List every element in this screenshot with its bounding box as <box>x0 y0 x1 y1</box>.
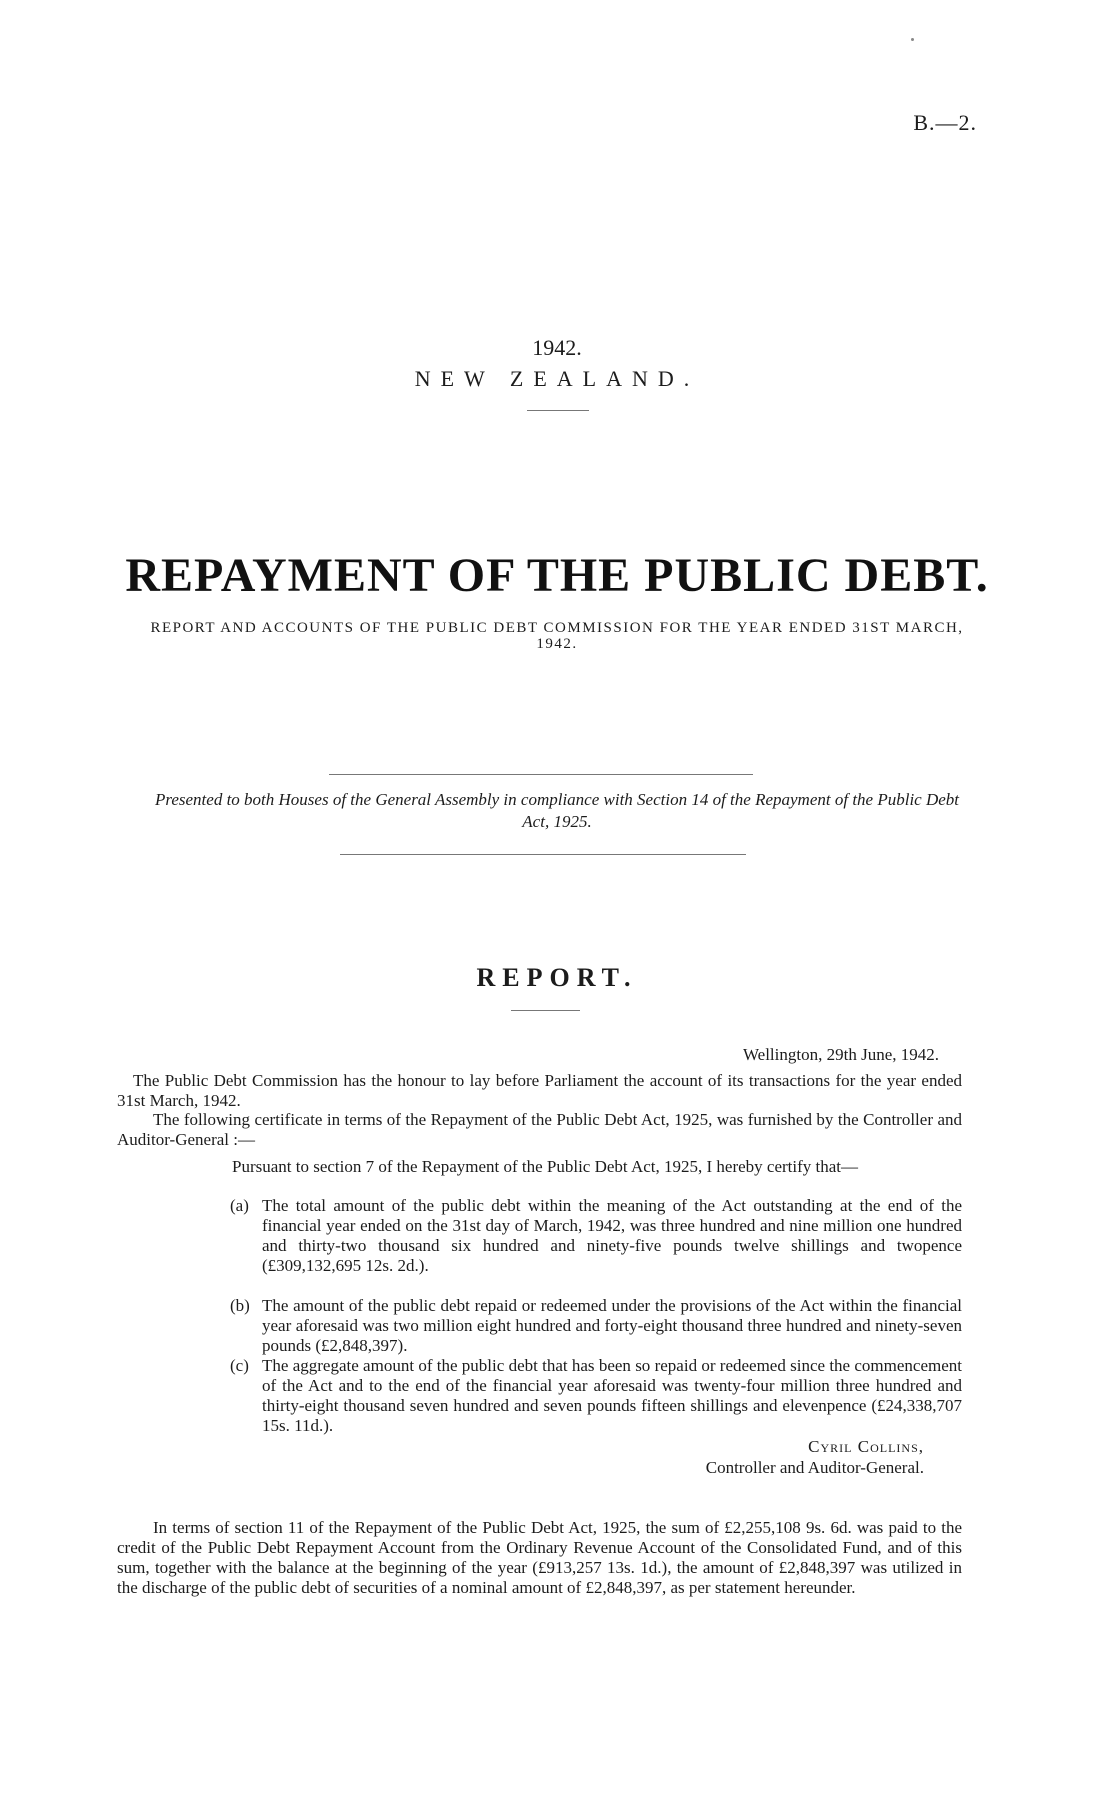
paragraph-pursuant: Pursuant to section 7 of the Repayment of the Public Debt Act, 1925, I hereby certify that— <box>232 1157 859 1176</box>
certificate-item-c <box>212 1356 962 1436</box>
presentation-note: Presented to both Houses of the General Assembly in compliance with Section 14 of the Repayment of the Public Debt Act, 1925. <box>154 790 960 831</box>
document-reference: B.—2. <box>913 110 977 135</box>
item-text: The total amount of the public debt within the meaning of the Act outstanding at the end of the financial year ended on the 31st day of March, 1942, was three hundred and nine million one hundred and thirty-two thousand six hundred and ninety-five pounds twelve shillings and twopence (£309,132,695 12s. 2d.). <box>262 1196 962 1275</box>
item-label: (a) <box>230 1196 249 1215</box>
document-subtitle: REPORT AND ACCOUNTS OF THE PUBLIC DEBT COMMISSION FOR THE YEAR ENDED 31ST MARCH, 1942. <box>150 620 964 652</box>
divider-short <box>527 410 589 411</box>
item-text: The aggregate amount of the public debt that has been so repaid or redeemed since the commencement of the Act and to the end of the financial year aforesaid was twenty-four million three hundred and thirty-eight thousand seven hundred and seven pounds fifteen shillings and elevenpence (£24,338,707 15s. 11d.). <box>262 1356 962 1435</box>
certificate-item-a <box>212 1196 962 1276</box>
certificate-item-b <box>212 1296 962 1356</box>
divider-lower <box>340 854 746 855</box>
item-label: (c) <box>230 1356 249 1375</box>
scan-speck <box>911 38 914 41</box>
paragraph-intro: The Public Debt Commission has the honour to lay before Parliament the account of its transactions for the year ended 31st March, 1942. <box>117 1071 962 1110</box>
country-name: NEW ZEALAND. <box>414 366 700 391</box>
paragraph-certificate: The following certificate in terms of the Repayment of the Public Debt Act, 1925, was furnished by the Controller and Auditor-General :— <box>117 1110 962 1149</box>
document-title: REPAYMENT OF THE PUBLIC DEBT. <box>125 549 989 602</box>
divider-report <box>511 1010 580 1011</box>
item-text: The amount of the public debt repaid or redeemed under the provisions of the Act within the financial year aforesaid was two million eight hundred and forty-eight thousand three hundred and ninety-seven pounds (£2,848,397). <box>262 1296 962 1355</box>
document-year: 1942. <box>532 335 582 360</box>
signature-title: Controller and Auditor-General. <box>705 1458 924 1477</box>
item-label: (b) <box>230 1296 250 1315</box>
paragraph-repayment: In terms of section 11 of the Repayment of the Public Debt Act, 1925, the sum of £2,255,108 9s. 6d. was paid to the credit of the Public Debt Repayment Account from the Ordinary Revenue Account of the Consolidated Fund, and of this sum, together with the balance at the beginning of the year (£913,257 13s. 1d.), the amount of £2,848,397 was utilized in the discharge of the public debt of securities of a nominal amount of £2,848,397, as per statement hereunder. <box>117 1518 962 1597</box>
divider-upper <box>329 774 753 775</box>
report-date: Wellington, 29th June, 1942. <box>742 1045 939 1064</box>
signature-name: Cyril Collins, <box>808 1437 924 1456</box>
report-heading: REPORT. <box>476 963 638 992</box>
